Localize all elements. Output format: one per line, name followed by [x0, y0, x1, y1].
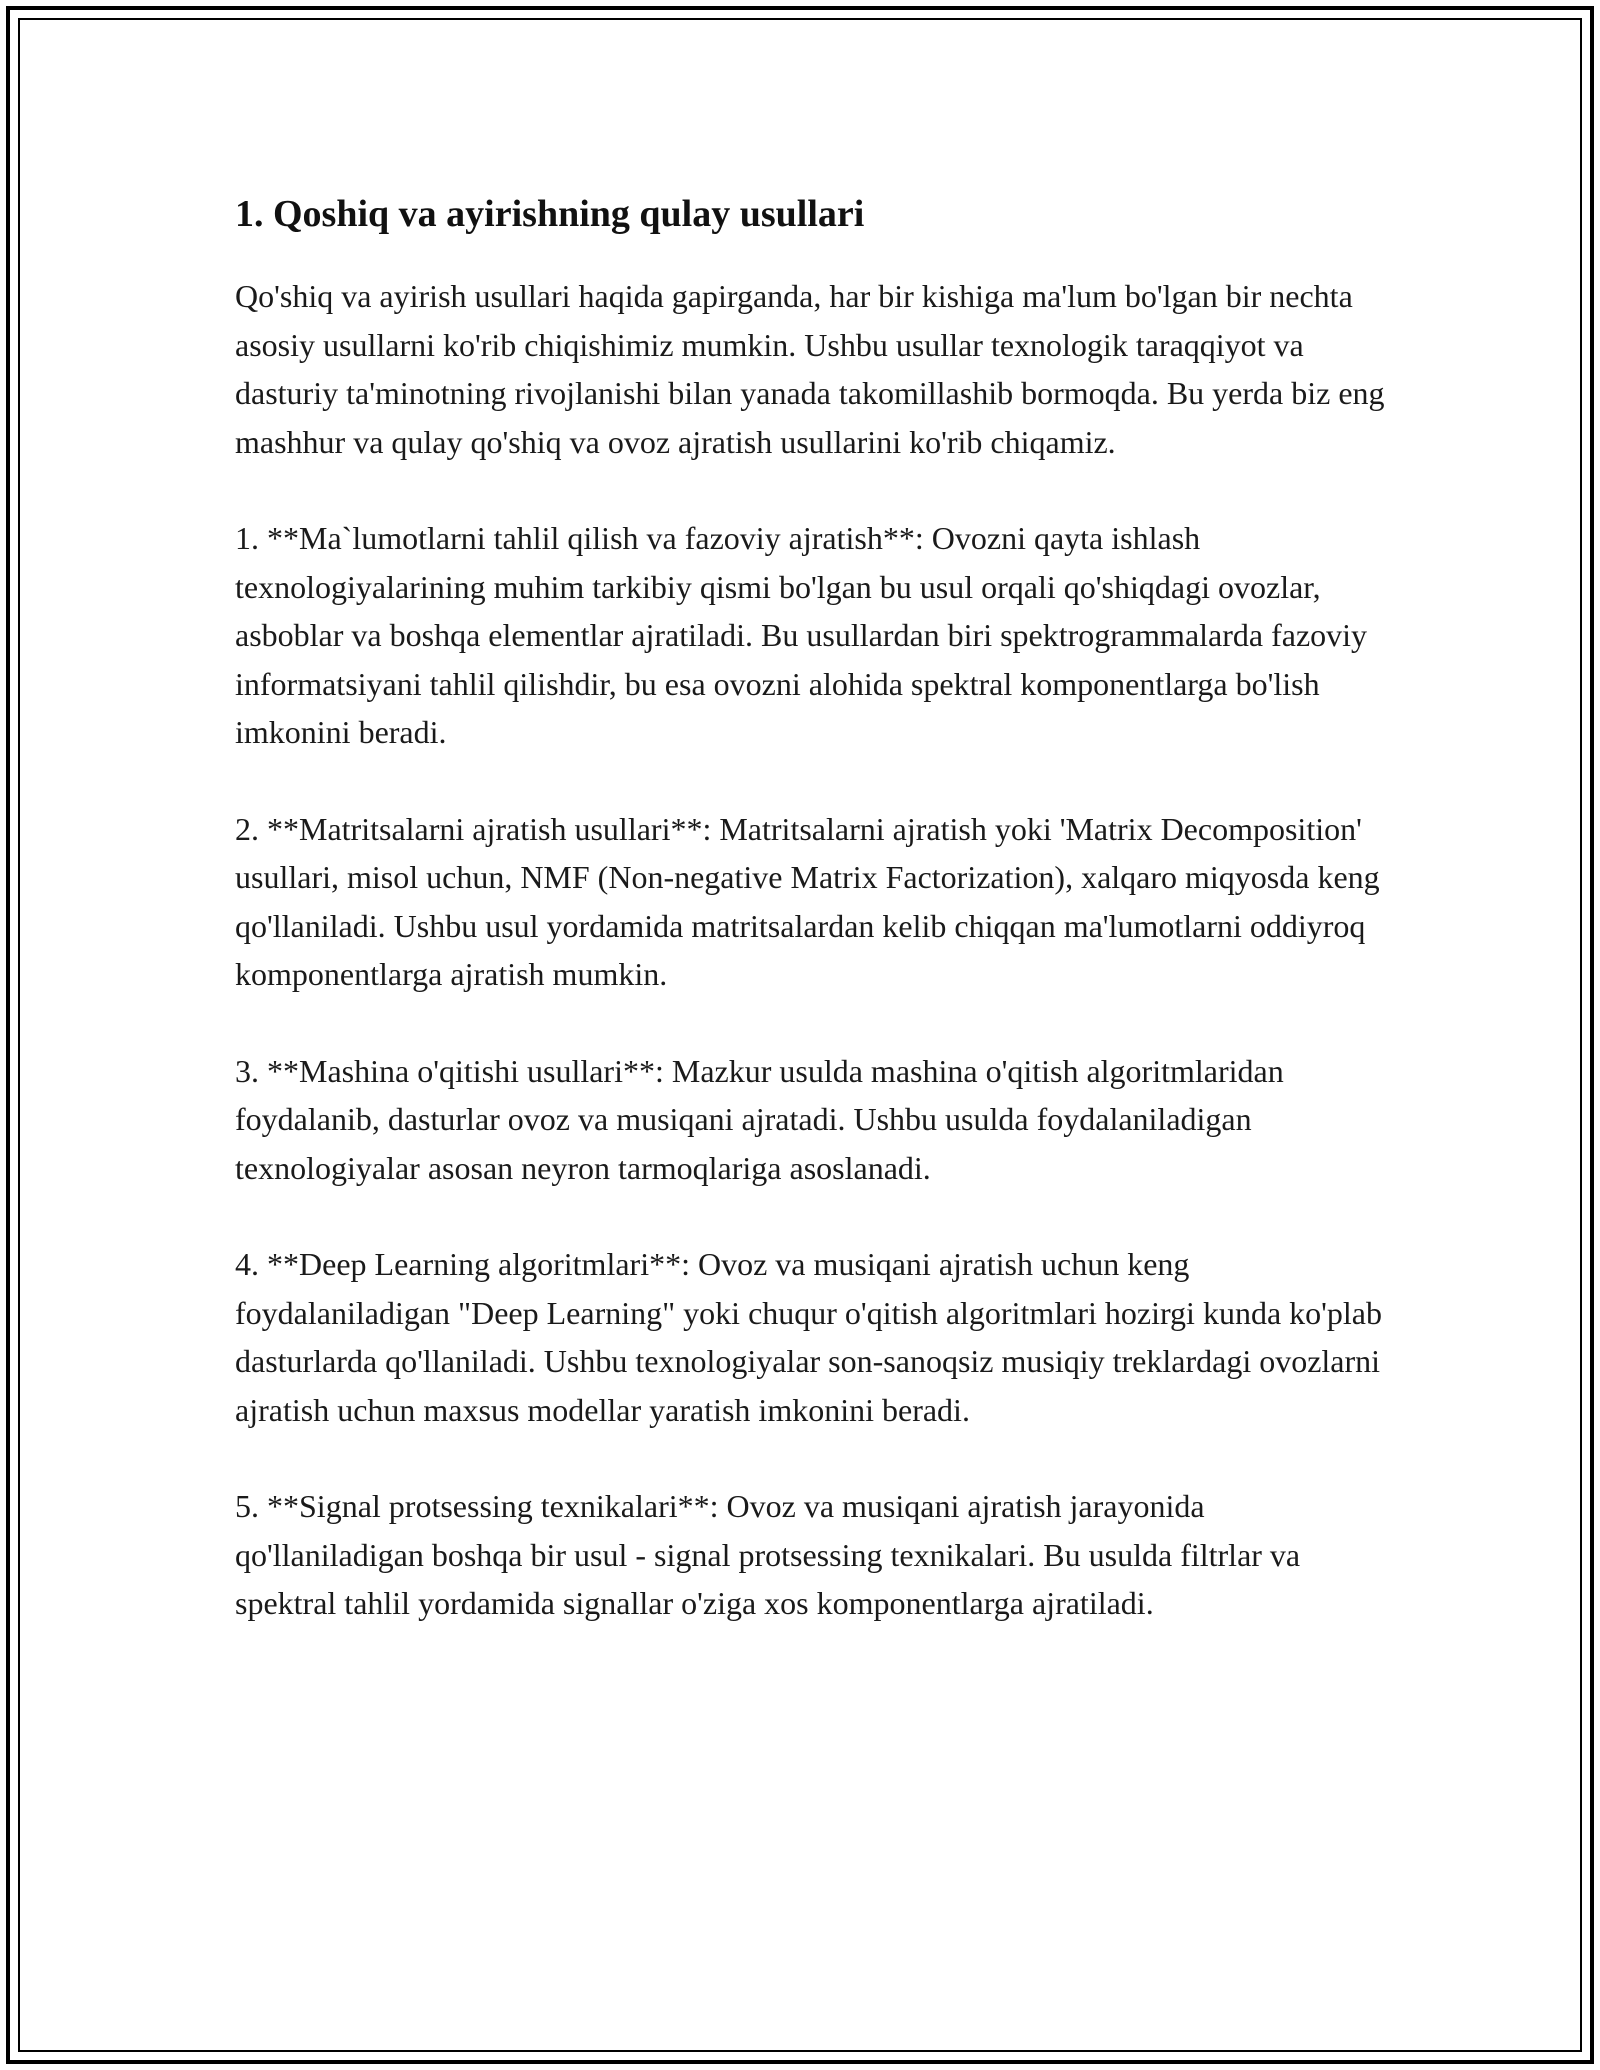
- document-title: 1. Qoshiq va ayirishning qulay usullari: [235, 193, 865, 235]
- paragraph-method-4: 4. **Deep Learning algoritmlari**: Ovoz va musiqani ajratish uchun keng foydalaniladigan "Deep Learning" yoki chuqur o'qitish algoritmlari hozirgi kunda ko'plab dasturlarda qo'llaniladi. Ushbu texnologiyalar son-sanoqsiz musiqiy treklardagi ovozlarni ajratish uchun maxsus modellar yaratish imkonini beradi.: [235, 1246, 1382, 1428]
- paragraph-method-1: 1. **Ma`lumotlarni tahlil qilish va fazoviy ajratish**: Ovozni qayta ishlash texnologiyalarining muhim tarkibiy qismi bo'lgan bu usul orqali qo'shiqdagi ovozlar, asboblar va boshqa elementlar ajratiladi. Bu usullardan biri spektrogrammalarda fazoviy informatsiyani tahlil qilishdir, bu esa ovozni alohida spektral komponentlarga bo'lish imkonini beradi.: [235, 520, 1368, 750]
- paragraph-method-2: 2. **Matritsalarni ajratish usullari**: Matritsalarni ajratish yoki 'Matrix Decomposition' usullari, misol uchun, NMF (Non-negative Matrix Factorization), xalqaro miqyosda keng qo'llaniladi. Ushbu usul yordamida matritsalardan kelib chiqqan ma'lumotlarni oddiyroq komponentlarga ajratish mumkin.: [235, 810, 1380, 992]
- paragraph-method-3: 3. **Mashina o'qitishi usullari**: Mazkur usulda mashina o'qitish algoritmlaridan foydalanib, dasturlar ovoz va musiqani ajratadi. Ushbu usulda foydalaniladigan texnologiyalar asosan neyron tarmoqlariga asoslanadi.: [235, 1052, 1284, 1186]
- intro-paragraph: Qo'shiq va ayirish usullari haqida gapirganda, har bir kishiga ma'lum bo'lgan bir nechta asosiy usullarni ko'rib chiqishimiz mumkin. Ushbu usullar texnologik taraqqiyot va dasturiy ta'minotning rivojlanishi bilan yanada takomillashib bormoqda. Bu yerda biz eng mashhur va qulay qo'shiq va ovoz ajratish usullarini ko'rib chiqamiz.: [235, 278, 1385, 460]
- paragraph-method-5: 5. **Signal protsessing texnikalari**: Ovoz va musiqani ajratish jarayonida qo'llaniladigan boshqa bir usul - signal protsessing texnikalari. Bu usulda filtrlar va spektral tahlil yordamida signallar o'ziga xos komponentlarga ajratiladi.: [235, 1488, 1301, 1621]
- document-body: [235, 186, 1385, 1676]
